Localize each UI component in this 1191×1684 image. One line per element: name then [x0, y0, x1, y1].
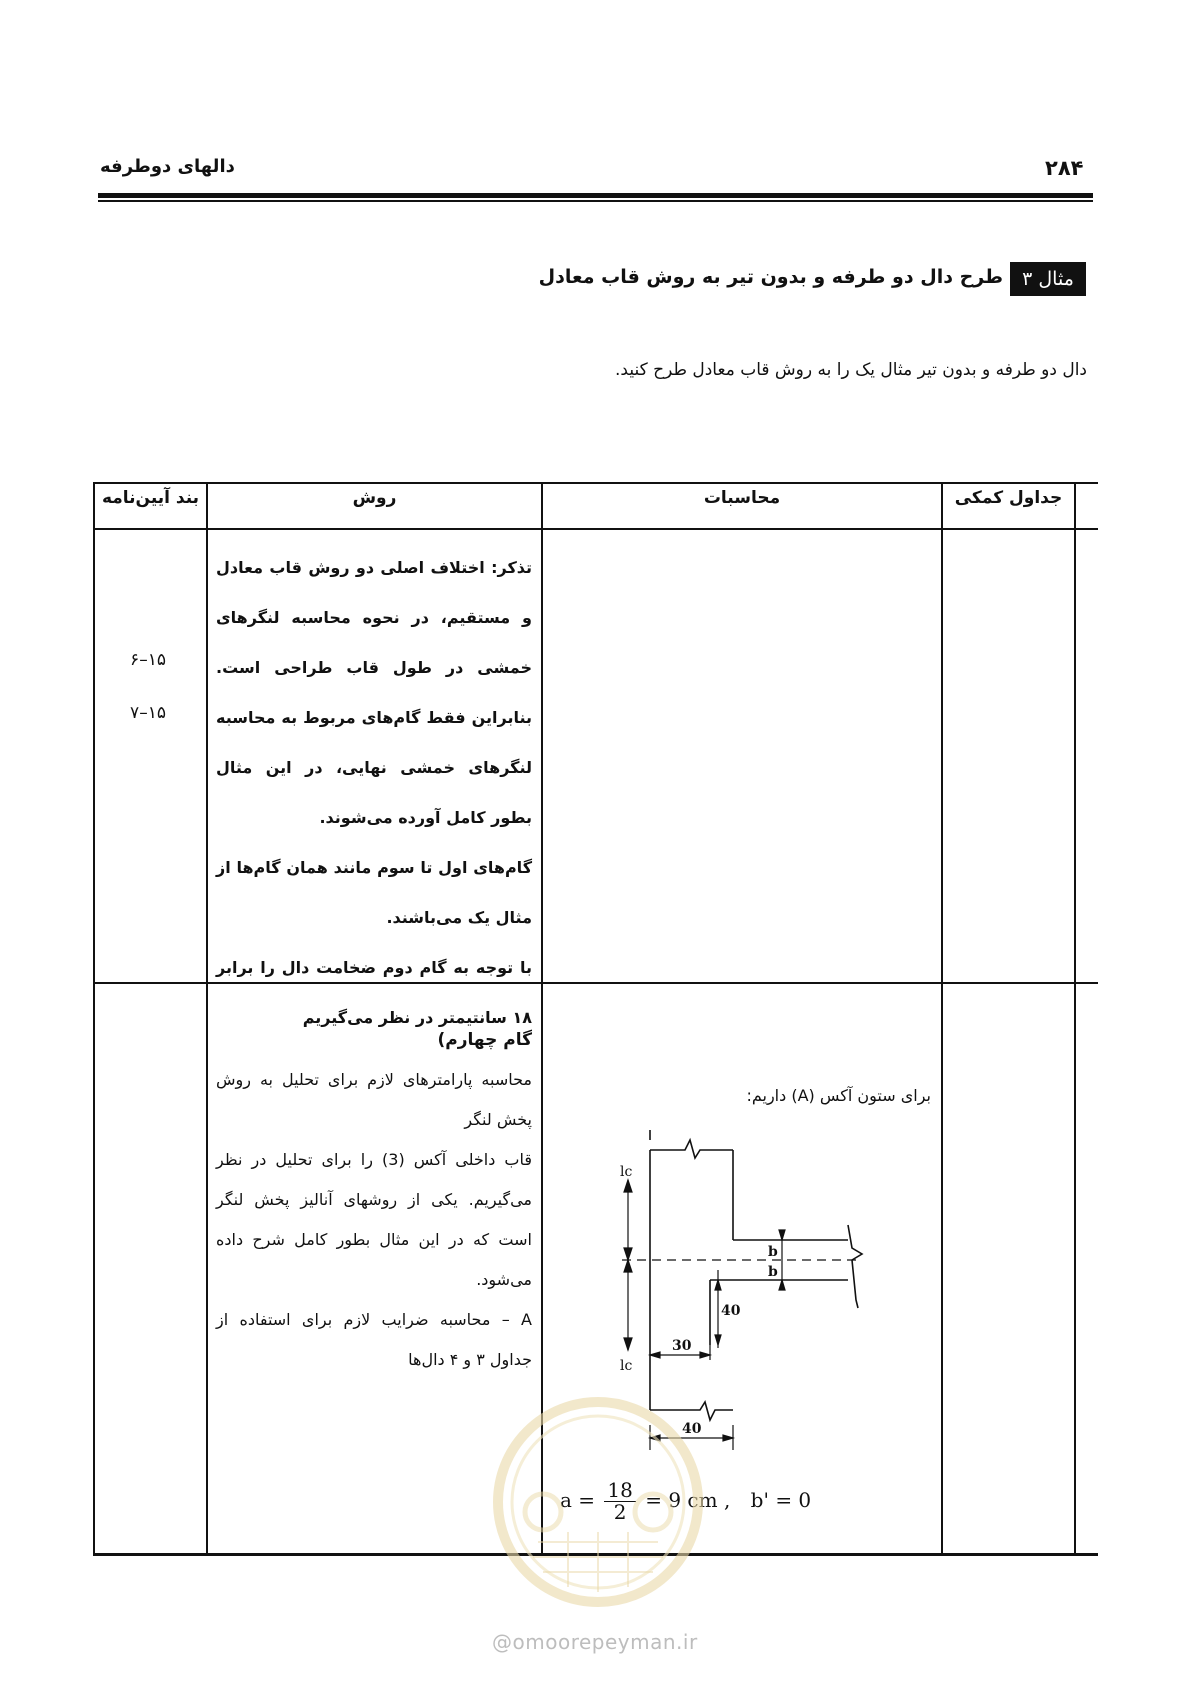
- note-paragraph: تذکر: اختلاف اصلی دو روش قاب معادل و مستقیم، در نحوه محاسبه لنگرهای خمشی در طول قاب طراحی است. بنابراین فقط گام‌های مربوط به محاسبه لنگرهای خمشی نهایی، در این مثال بطور کامل آورده می‌شوند.: [216, 558, 532, 827]
- clause-ref: ۱۵–۶: [130, 650, 166, 670]
- header-aux-tables: جداول کمکی: [954, 488, 1063, 508]
- b-top-label: b: [768, 1244, 778, 1260]
- example-intro: دال دو طرفه و بدون تیر مثال یک را به روش قاب معادل طرح کنید.: [615, 360, 1087, 380]
- header-rule: [98, 193, 1093, 198]
- watermark-url: @omoorepeyman.ir: [492, 1630, 698, 1654]
- dim-height-label: 40: [721, 1303, 741, 1319]
- note-paragraph: با توجه به گام دوم ضخامت دال را برابر ۱۸ سانتیمتر در نظر می‌گیریم: [216, 958, 532, 1027]
- formula-denominator: 2: [613, 1500, 627, 1524]
- method-note: [216, 543, 532, 1043]
- lc-bottom-label: lc: [620, 1358, 633, 1374]
- header-rule-thin: [98, 200, 1093, 202]
- page-number: ۲۸۴: [1045, 156, 1084, 180]
- step-paragraph: قاب داخلی آکس (3) را برای تحلیل در نظر می‌گیریم. یکی از روشهای آنالیز پخش لنگر است که در این مثال بطور کامل شرح داده می‌شود.: [216, 1150, 533, 1289]
- example-title: طرح دال دو طرفه و بدون تیر به روش قاب معادل: [538, 266, 1003, 288]
- dim-width-bottom-label: 40: [682, 1421, 702, 1437]
- lc-top-label: lc: [620, 1164, 633, 1180]
- clause-ref: ۱۵–۷: [130, 703, 166, 723]
- note-paragraph: گام‌های اول تا سوم مانند همان گام‌ها از مثال یک می‌باشند.: [216, 858, 532, 927]
- formula-numerator: 18: [604, 1480, 635, 1502]
- step-paragraph: محاسبه پارامترهای لازم برای تحلیل به روش پخش لنگر: [216, 1070, 532, 1129]
- step-four-method: [216, 1020, 532, 1380]
- example-badge: مثال ۳: [1010, 262, 1086, 296]
- header-clause: بند آیین‌نامه: [101, 488, 200, 508]
- calc-caption: برای ستون آکس (A) داریم:: [746, 1086, 931, 1105]
- running-title: دالهای دوطرفه: [100, 156, 235, 177]
- header-calculations: محاسبات: [703, 488, 781, 508]
- formula-b-prime: b' = 0: [750, 1488, 812, 1512]
- watermark-seal: [488, 1392, 708, 1612]
- dim-width-inner-label: 30: [672, 1338, 692, 1354]
- step-title: گام چهارم): [437, 1030, 532, 1050]
- formula-lhs: a =: [560, 1488, 596, 1512]
- b-bottom-label: b: [768, 1264, 778, 1280]
- step-paragraph: A – محاسبه ضرایب لازم برای استفاده از جداول ۳ و ۴ دال‌ها: [216, 1310, 532, 1369]
- formula-result: = 9 cm ,: [645, 1488, 731, 1512]
- header-method: روش: [352, 488, 397, 508]
